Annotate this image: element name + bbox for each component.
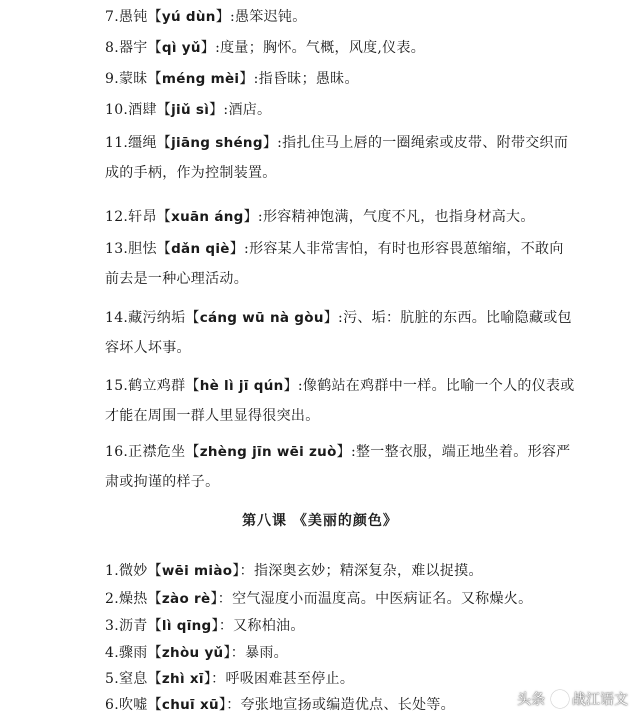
entry-word: 骤雨 [118,645,148,661]
entry-pinyin: zhèng jīn wēi zuò [199,444,337,460]
entry-number: 2. [105,591,119,607]
entry-number: 11. [105,135,129,151]
entry-definition: 指昏昧；愚昧。 [258,71,359,87]
entry-word: 沥青 [118,618,148,634]
entry-word: 酒肆 [128,102,157,118]
entry-definition: ：暴雨。 [230,645,288,661]
vocab-entry: 14.藏污纳垢【cáng wū nà gòu】:污、垢：肮脏的东西。比喻隐藏或包容坏人坏事。 [105,310,572,356]
entry-word: 正襟危坐 [128,444,186,460]
entry-definition: ：呼吸困难甚至停止。 [211,671,355,687]
entry-number: 4. [105,645,119,661]
entry-word: 微妙 [118,563,148,579]
entry-definition: ：空气湿度小而温度高。中医病证名。又称燥火。 [217,591,533,607]
entry-number: 16. [105,444,129,460]
entry-definition: 形容精神饱满，气度不凡，也指身材高大。 [262,209,535,225]
vocab-entry: 2.燥热【zào rè】：空气湿度小而温度高。中医病证名。又称燥火。 [105,591,533,607]
vocab-entry: 9.蒙昧【méng mèi】:指昏昧；愚昧。 [105,71,359,87]
entry-word: 窒息 [118,671,148,687]
entry-pinyin: cáng wū nà gòu [199,310,324,326]
entry-number: 7. [105,9,119,25]
entry-definition: 像鹤站在鸡群中一样。比喻一个人的仪表或才能在周围一群人里显得很突出。 [105,378,575,424]
entry-pinyin: hè lì jī qún [199,378,284,394]
entry-number: 8. [105,40,119,56]
vocab-entry: 4.骤雨【zhòu yǔ】：暴雨。 [105,645,288,661]
entry-definition: 愚笨迟钝。 [235,9,307,25]
vocab-entry: 8.器宇【qì yǔ】:度量；胸怀。气概，风度,仪表。 [105,40,426,56]
entry-pinyin: chuī xū [161,697,219,713]
lesson-title: 第八课 《美丽的颜色》 [242,513,398,529]
entry-pinyin: jiāng shéng [171,135,263,151]
entry-number: 6. [105,697,119,713]
entry-pinyin: dǎn qiè [171,241,230,257]
entry-word: 轩昂 [128,209,157,225]
entry-number: 14. [105,310,129,326]
vocab-entry: 1.微妙【wēi miào】：指深奥玄妙；精深复杂，难以捉摸。 [105,563,483,579]
entry-word: 愚钝 [118,9,148,25]
at-icon [551,690,569,708]
entry-definition: 整一整衣服，端正地坐着。形容严肃或拘谨的样子。 [105,444,571,490]
entry-number: 13. [105,241,129,257]
entry-pinyin: xuān áng [171,209,244,225]
entry-definition: 酒店。 [228,102,272,118]
entry-pinyin: lì qīng [161,618,212,634]
entry-word: 吹嘘 [118,697,148,713]
entry-word: 鹤立鸡群 [128,378,186,394]
entry-definition: 度量；胸怀。气概，风度,仪表。 [220,40,426,56]
vocab-entry: 3.沥青【lì qīng】：又称柏油。 [105,618,305,634]
entry-definition: ：夸张地宣扬或编造优点、长处等。 [226,697,455,713]
entry-definition: ：又称柏油。 [218,618,305,634]
entry-word: 器宇 [118,40,148,56]
entry-pinyin: zhòu yǔ [161,645,224,661]
entry-word: 燥热 [118,591,148,607]
entry-pinyin: yú dùn [161,9,216,25]
vocab-entry: 10.酒肆【jiǔ sì】:酒店。 [105,102,272,118]
entry-number: 3. [105,618,119,634]
entry-pinyin: zhì xī [161,671,204,687]
entry-definition: 指扎住马上唇的一圈绳索或皮带、附带交织而成的手柄，作为控制装置。 [105,135,569,181]
entry-number: 15. [105,378,129,394]
vocab-entry: 6.吹嘘【chuī xū】：夸张地宣扬或编造优点、长处等。 [105,697,455,713]
entry-pinyin: qì yǔ [161,40,201,56]
entry-number: 5. [105,671,119,687]
entry-number: 10. [105,102,129,118]
vocab-entry: 12.轩昂【xuān áng】:形容精神饱满，气度不凡，也指身材高大。 [105,209,535,225]
entry-pinyin: wēi miào [161,563,233,579]
vocab-entry: 16.正襟危坐【zhèng jīn wēi zuò】:整一整衣服，端正地坐着。形容严肃或拘谨的样子。 [105,444,571,490]
entry-definition: ：指深奥玄妙；精深复杂，难以捉摸。 [239,563,483,579]
entry-number: 1. [105,563,119,579]
entry-word: 缰绳 [128,135,157,151]
watermark-platform: 头条 [517,692,545,708]
vocab-entry: 15.鹤立鸡群【hè lì jī qún】:像鹤站在鸡群中一样。比喻一个人的仪表或才能在周围一群人里显得很突出。 [105,378,575,424]
entry-definition: 污、垢：肮脏的东西。比喻隐藏或包容坏人坏事。 [105,310,572,356]
entry-word: 胆怯 [128,241,157,257]
entry-pinyin: zào rè [161,591,211,607]
entry-number: 9. [105,71,119,87]
entry-number: 12. [105,209,129,225]
vocab-entry: 13.胆怯【dǎn qiè】:形容某人非常害怕，有时也形容畏葸缩缩，不敢向前去是一种心理活动。 [105,241,564,287]
entry-word: 蒙昧 [118,71,148,87]
entry-pinyin: jiǔ sì [171,102,210,118]
vocab-entry: 5.窒息【zhì xī】：呼吸困难甚至停止。 [105,671,355,687]
vocab-entry: 11.缰绳【jiāng shéng】:指扎住马上唇的一圈绳索或皮带、附带交织而成的手柄，作为控制装置。 [105,135,569,181]
vocab-entry: 7.愚钝【yú dùn】:愚笨迟钝。 [105,9,307,25]
entry-pinyin: méng mèi [161,71,240,87]
watermark-account: 战江语文 [572,692,628,708]
entry-definition: 形容某人非常害怕，有时也形容畏葸缩缩，不敢向前去是一种心理活动。 [105,241,564,287]
entry-word: 藏污纳垢 [128,310,186,326]
watermark [517,686,628,712]
